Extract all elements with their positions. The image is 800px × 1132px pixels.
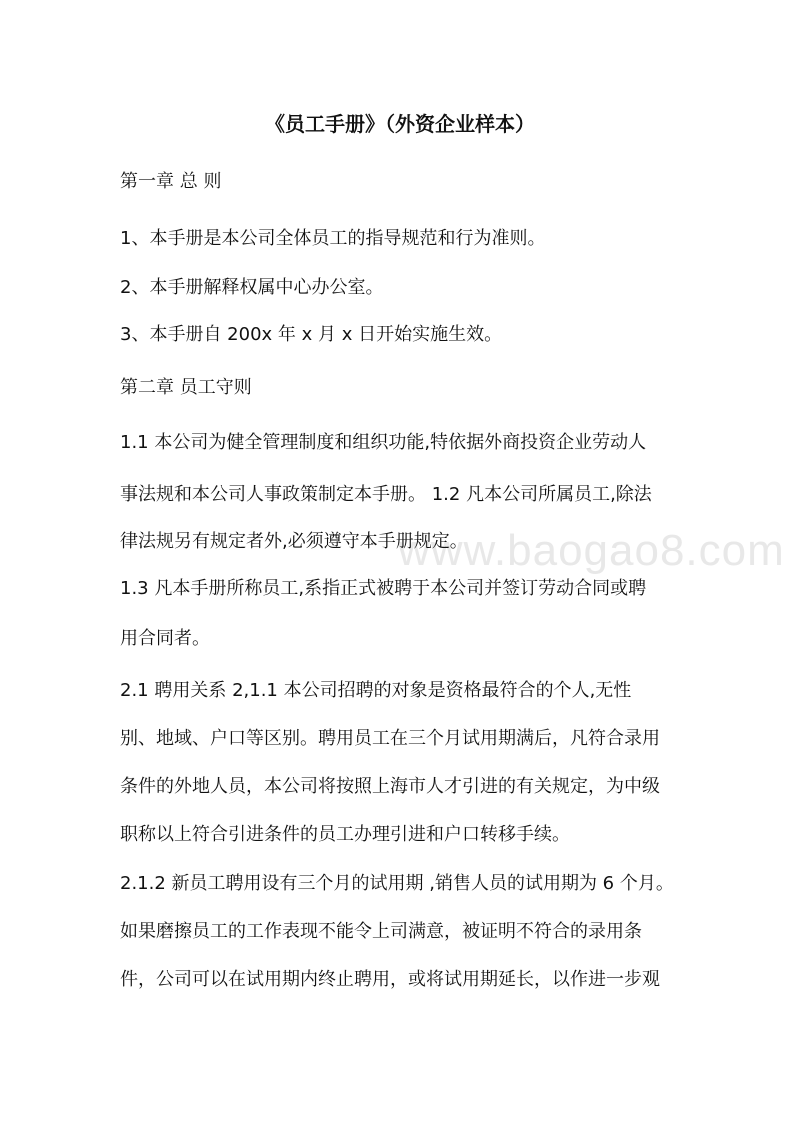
paragraph-line: 律法规另有规定者外,必须遵守本手册规定。 bbox=[120, 531, 468, 552]
paragraph-line: 1.3 凡本手册所称员工,系指正式被聘于本公司并签订劳动合同或聘 bbox=[120, 578, 647, 599]
paragraph-line: 1.1 本公司为健全管理制度和组织功能,特依据外商投资企业劳动人 bbox=[120, 432, 647, 453]
paragraph-line: 职称以上符合引进条件的员工办理引进和户口转移手续。 bbox=[120, 824, 570, 845]
chapter-1-item-2: 2、本手册解释权属中心办公室。 bbox=[120, 277, 384, 298]
paragraph-line: 条件的外地人员，本公司将按照上海市人才引进的有关规定，为中级 bbox=[120, 776, 660, 797]
chapter-1-item-3: 3、本手册自 200x 年 x 月 x 日开始实施生效。 bbox=[120, 324, 503, 345]
paragraph-line: 用合同者。 bbox=[120, 628, 210, 649]
watermark: www.baogao8.com bbox=[398, 526, 785, 575]
paragraph-line: 2.1 聘用关系 2,1.1 本公司招聘的对象是资格最符合的个人,无性 bbox=[120, 680, 632, 701]
paragraph-line: 别、地域、户口等区别。聘用员工在三个月试用期满后，凡符合录用 bbox=[120, 728, 660, 749]
chapter-1-item-1: 1、本手册是本公司全体员工的指导规范和行为准则。 bbox=[120, 228, 546, 249]
paragraph-line: 事法规和本公司人事政策制定本手册。 1.2 凡本公司所属员工,除法 bbox=[120, 484, 652, 505]
chapter-1-heading: 第一章 总 则 bbox=[120, 171, 222, 192]
document-title: 《员工手册》（外资企业样本） bbox=[265, 112, 535, 136]
chapter-2-heading: 第二章 员工守则 bbox=[120, 377, 252, 398]
paragraph-line: 件，公司可以在试用期内终止聘用，或将试用期延长，以作进一步观 bbox=[120, 969, 660, 990]
paragraph-line: 2.1.2 新员工聘用设有三个月的试用期 ,销售人员的试用期为 6 个月。 bbox=[120, 873, 674, 894]
paragraph-line: 如果磨擦员工的工作表现不能令上司满意，被证明不符合的录用条 bbox=[120, 921, 642, 942]
